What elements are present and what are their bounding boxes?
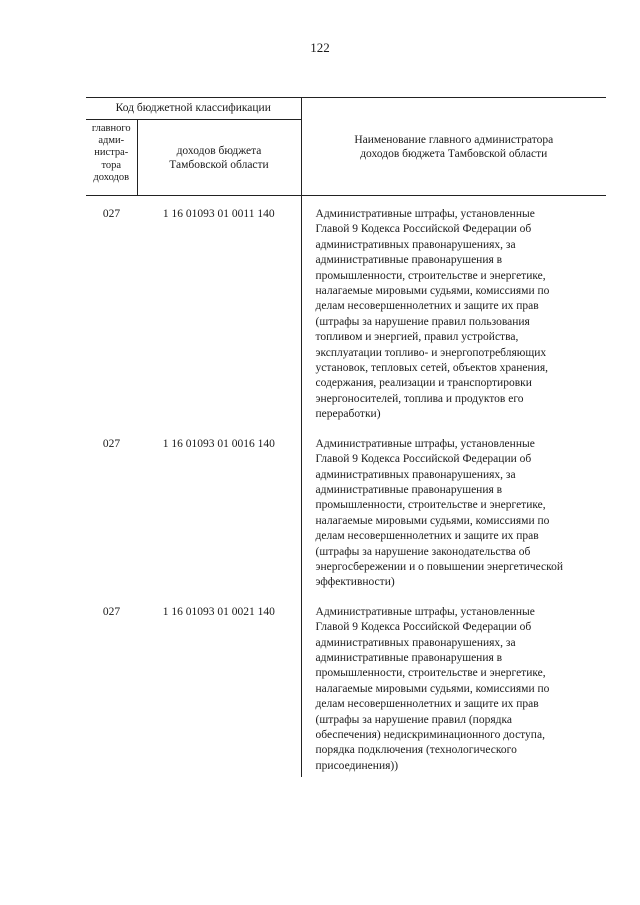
admin-code-cell: 027	[102, 437, 121, 450]
income-code-cell: 1 16 01093 01 0016 140	[137, 426, 301, 594]
administrator-name-cell: Административные штрафы, установленные Главой 9 Кодекса Российской Федерации об административных правонарушениях, за административные правонарушения в промышленности, строительстве и энергетике, налагаемые мировыми судьями, комиссиями по делам несовершеннолетних и защите их прав (штрафы за нарушение законодательства об энергосбережении и о повышении энергетической эффективности)	[315, 437, 564, 589]
header-code-group: Код бюджетной классификации	[86, 98, 301, 120]
table-row	[86, 594, 606, 777]
administrator-name-cell: Административные штрафы, установленные Главой 9 Кодекса Российской Федерации об административных правонарушениях, за административные правонарушения в промышленности, строительстве и энергетике, налагаемые мировыми судьями, комиссиями по делам несовершеннолетних и защите их прав (штрафы за нарушение правил (порядка обеспечения) недискриминационного доступа, порядка подключения (технологического присоединения))	[315, 605, 550, 772]
table-header	[86, 98, 606, 196]
budget-classification-table	[86, 97, 606, 777]
header-income-code: доходов бюджета Тамбовской области	[137, 120, 301, 196]
header-admin-code: главного адми- нистра- тора доходов	[86, 120, 137, 196]
administrator-name-cell: Административные штрафы, установленные Главой 9 Кодекса Российской Федерации об административных правонарушениях, за административные правонарушения в промышленности, строительстве и энергетике, налагаемые мировыми судьями, комиссиями по делам несовершеннолетних и защите их прав (штрафы за нарушение правил пользования топливом и энергией, правил устройства, эксплуатации топливо- и энергопотребляющих установок, тепловых сетей, объектов хранения, содержания, реализации и транспортировки энергоносителей, топлива и продуктов его переработки)	[315, 208, 550, 421]
header-administrator-name: Наименование главного администратора доходов бюджета Тамбовской области	[301, 98, 606, 196]
classification-table	[86, 97, 606, 777]
table-body	[86, 196, 606, 778]
table-row	[86, 196, 606, 426]
income-code-cell: 1 16 01093 01 0021 140	[137, 594, 301, 777]
admin-code-cell: 027	[102, 605, 121, 618]
income-code-cell: 1 16 01093 01 0011 140	[137, 196, 301, 426]
admin-code-cell: 027	[102, 208, 121, 220]
page-number: 122	[310, 40, 330, 55]
table-row	[86, 426, 606, 594]
